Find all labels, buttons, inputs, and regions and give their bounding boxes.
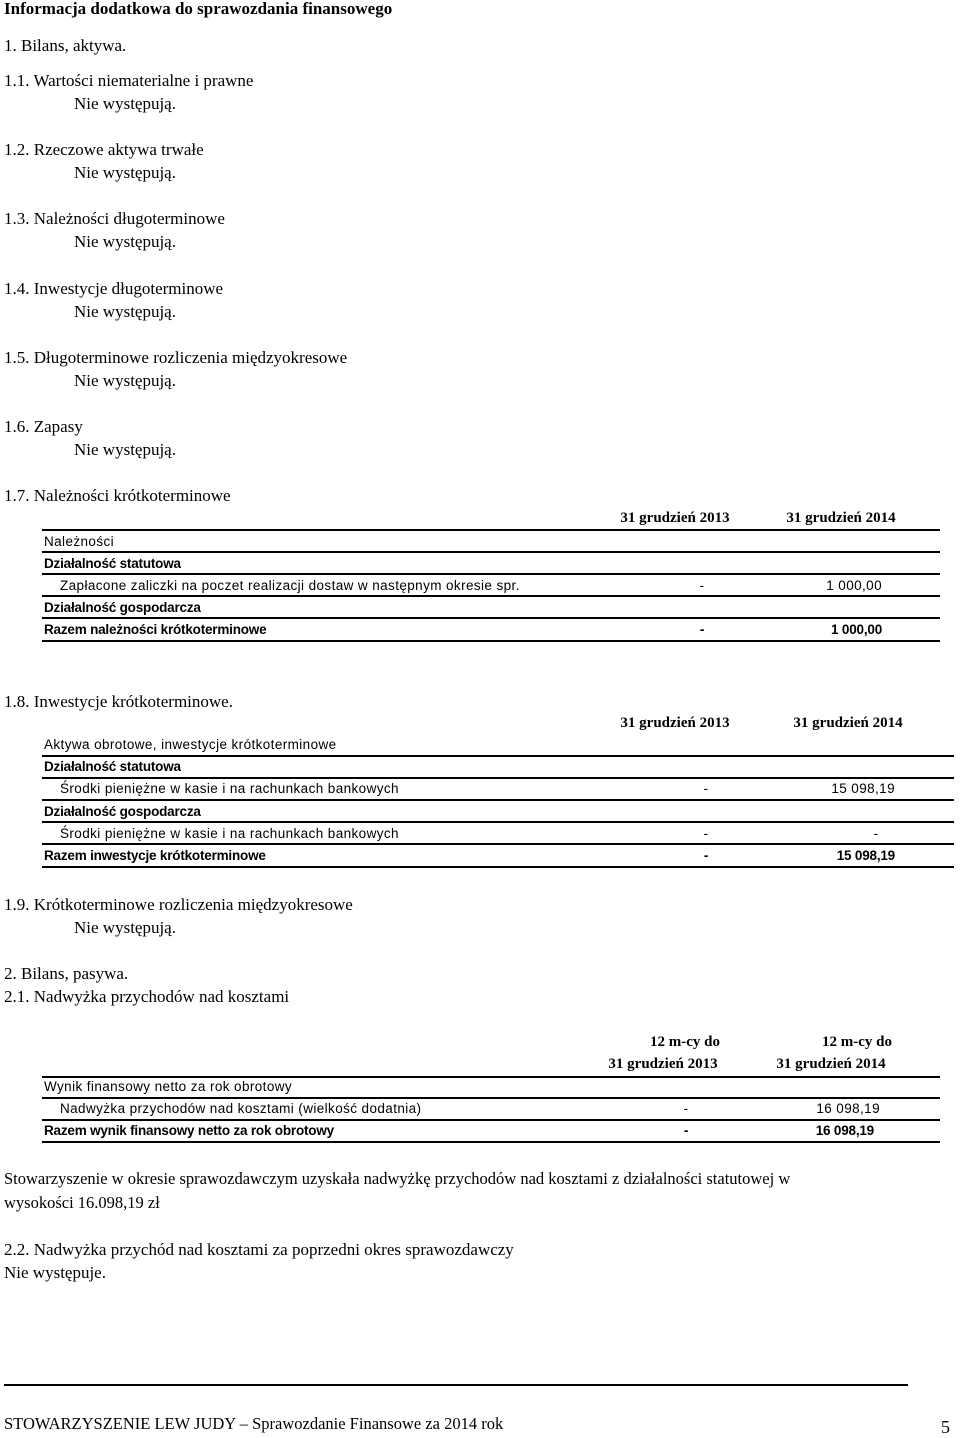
section-heading: 1. Bilans, aktywa. [4,36,127,55]
table-cell-value: - [683,1101,689,1116]
table-row-label: Działalność gospodarcza [44,804,201,819]
section-note: Nie występują. [74,232,176,251]
table-column-header: 31 grudzień 2014 [793,715,903,731]
table-cell-value: 1 000,00 [826,578,882,593]
table-row-label: Wynik finansowy netto za rok obrotowy [44,1079,293,1094]
table-row-label: Środki pieniężne w kasie i na rachunkach bankowych [60,826,399,841]
section-note: Nie występuje. [4,1263,106,1282]
table-rule [42,866,954,868]
section-note: Nie występują. [74,440,176,459]
table-total-label: Razem należności krótkoterminowe [44,622,267,637]
page-title: Informacja dodatkowa do sprawozdania finansowego [4,0,393,18]
table-column-header: 12 m-cy do [650,1034,720,1050]
table-rule [42,529,940,531]
section-heading: 2.1. Nadwyżka przychodów nad kosztami [4,987,290,1006]
table-column-header: 31 grudzień 2013 [620,715,730,731]
table-rule [42,617,940,619]
table-row-label: Środki pieniężne w kasie i na rachunkach bankowych [60,781,399,796]
table-row-label: Należności [44,534,115,549]
table-cell-value: - [703,781,709,796]
table-total-value: 16 098,19 [815,1123,874,1138]
table-rule [42,821,954,823]
table-total-value: 15 098,19 [836,848,895,863]
table-rule [42,1097,940,1099]
table-cell-value: 15 098,19 [831,781,895,796]
section-heading: 1.8. Inwestycje krótkoterminowe. [4,692,233,711]
table-row-label: Działalność statutowa [44,556,181,571]
section-note: Nie występują. [74,371,176,390]
section-note: Nie występują. [74,302,176,321]
table-rule [42,551,940,553]
table-column-header: 31 grudzień 2013 [620,510,730,526]
table-total-value: 1 000,00 [831,622,882,637]
section-heading: 1.2. Rzeczowe aktywa trwałe [4,140,204,159]
table-total-value: - [703,848,709,863]
section-heading: 1.9. Krótkoterminowe rozliczenia międzyokresowe [4,895,353,914]
footer-text: STOWARZYSZENIE LEW JUDY – Sprawozdanie Finansowe za 2014 rok [4,1414,504,1433]
table-rule [42,1076,940,1078]
footer-rule [4,1384,908,1386]
table-rule [42,1141,940,1143]
section-heading: 2.2. Nadwyżka przychód nad kosztami za poprzedni okres sprawozdawczy [4,1240,514,1259]
section-heading: 1.6. Zapasy [4,417,83,436]
table-cell-value: - [699,578,705,593]
table-rule [42,1119,940,1121]
table-total-label: Razem wynik finansowy netto za rok obrotowy [44,1123,334,1138]
table-rule [42,755,954,757]
table-column-header: 12 m-cy do [822,1034,892,1050]
page-number: 5 [941,1417,950,1437]
table-rule [42,640,940,642]
table-column-header: 31 grudzień 2014 [786,510,896,526]
section-note: Nie występują. [74,918,176,937]
section-heading: 2. Bilans, pasywa. [4,964,129,983]
table-total-label: Razem inwestycje krótkoterminowe [44,848,266,863]
table-rule [42,843,954,845]
table-rule [42,799,954,801]
section-note: Nie występują. [74,94,176,113]
table-column-header: 31 grudzień 2014 [776,1056,886,1072]
section-heading: 1.7. Należności krótkoterminowe [4,486,231,505]
section-heading: 1.4. Inwestycje długoterminowe [4,279,224,298]
table-row-label: Nadwyżka przychodów nad kosztami (wielkość dodatnia) [60,1101,422,1116]
table-total-value: - [699,622,705,637]
table-column-header: 31 grudzień 2013 [608,1056,718,1072]
section-heading: 1.3. Należności długoterminowe [4,209,225,228]
summary-paragraph-line: wysokości 16.098,19 zł [4,1193,160,1212]
table-row-label: Działalność statutowa [44,759,181,774]
section-heading: 1.1. Wartości niematerialne i prawne [4,71,254,90]
table-cell-value: 16 098,19 [816,1101,880,1116]
table-row-label: Aktywa obrotowe, inwestycje krótkoterminowe [44,737,337,752]
table-cell-value: - [703,826,709,841]
table-row-label: Zapłacone zaliczki na poczet realizacji dostaw w następnym okresie spr. [60,578,520,593]
summary-paragraph-line: Stowarzyszenie w okresie sprawozdawczym uzyskała nadwyżkę przychodów nad kosztami z działalności statutowej w [4,1169,791,1188]
table-row-label: Działalność gospodarcza [44,600,201,615]
table-rule [42,573,940,575]
section-note: Nie występują. [74,163,176,182]
table-total-value: - [683,1123,689,1138]
table-rule [42,595,940,597]
section-heading: 1.5. Długoterminowe rozliczenia międzyokresowe [4,348,348,367]
table-rule [42,777,954,779]
table-cell-value: - [873,826,879,841]
